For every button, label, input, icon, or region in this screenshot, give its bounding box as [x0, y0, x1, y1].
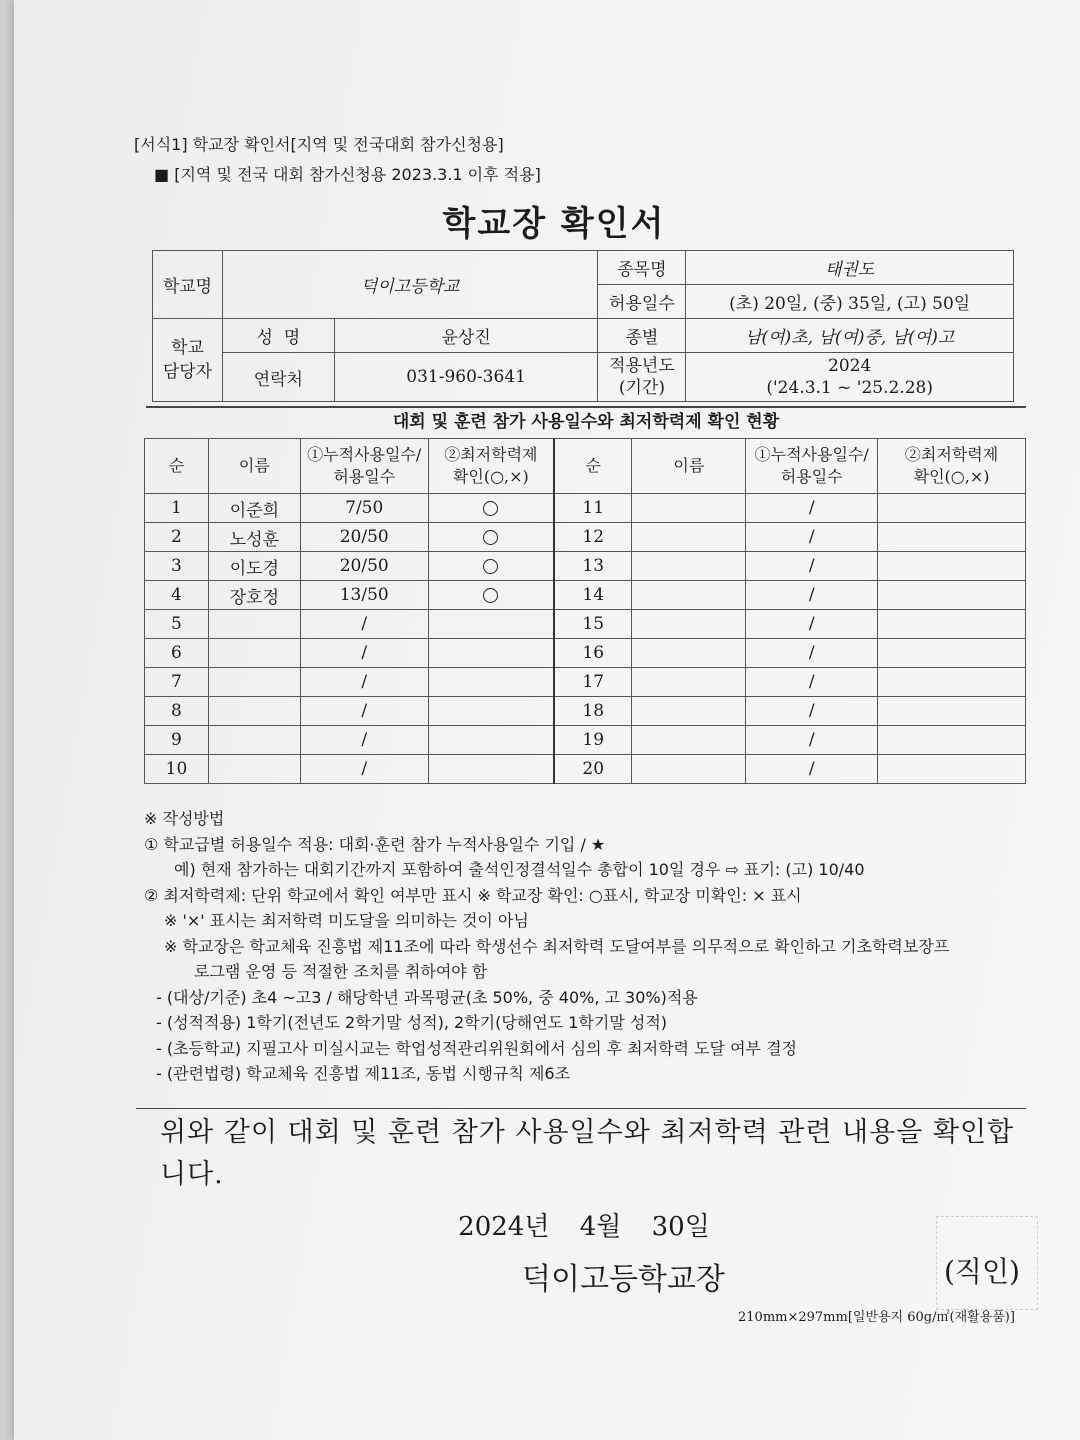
row-number: 14	[554, 581, 632, 610]
row-number: 12	[554, 523, 632, 552]
issue-date: 2024년 4월 30일	[458, 1212, 710, 1242]
note-2: ② 최저학력제: 단위 학교에서 확인 여부만 표시 ※ 학교장 확인: ○표시, 학교장 미확인: × 표시	[144, 885, 802, 905]
note-2-a: ※ '×' 표시는 최저학력 미도달을 의미하는 것이 아님	[164, 911, 529, 930]
confirm-mark	[428, 668, 554, 697]
student-name	[208, 755, 300, 784]
circle-mark-icon	[483, 501, 498, 516]
row-number: 17	[554, 668, 632, 697]
instructions	[144, 806, 1034, 1087]
row-number: 11	[554, 494, 632, 523]
table-row	[145, 639, 1026, 668]
student-name	[208, 610, 300, 639]
confirm-mark	[428, 639, 554, 668]
used-days: /	[300, 668, 428, 697]
col-header-days: ①누적사용일수/ 허용일수	[746, 439, 878, 494]
col-header-days: ①누적사용일수/ 허용일수	[300, 439, 428, 494]
confirm-mark	[878, 668, 1026, 697]
circle-mark-icon	[483, 530, 498, 545]
used-days: /	[746, 726, 878, 755]
row-number: 20	[554, 755, 632, 784]
confirm-mark	[428, 523, 554, 552]
form-subtitle: ■ [지역 및 전국 대회 참가신청용 2023.3.1 이후 적용]	[154, 165, 541, 184]
participation-table	[144, 438, 1026, 784]
row-number: 8	[145, 697, 209, 726]
confirm-mark	[428, 755, 554, 784]
year-label: 적용년도 (기간)	[598, 353, 686, 402]
student-name	[632, 552, 746, 581]
confirm-mark	[428, 552, 554, 581]
used-days: /	[300, 697, 428, 726]
student-name	[208, 668, 300, 697]
used-days: /	[746, 697, 878, 726]
contact-label: 연락처	[222, 353, 334, 402]
row-number: 2	[145, 523, 209, 552]
table-row	[145, 755, 1026, 784]
student-name: 장호정	[208, 581, 300, 610]
col-header-no: 순	[145, 439, 209, 494]
row-number: 3	[145, 552, 209, 581]
circle-mark-icon	[483, 559, 498, 574]
table-row	[145, 697, 1026, 726]
used-days: /	[746, 494, 878, 523]
student-name	[208, 639, 300, 668]
name-label: 성 명	[222, 319, 334, 353]
used-days: /	[746, 552, 878, 581]
col-header-no: 순	[554, 439, 632, 494]
manager-label: 학교 담당자	[153, 319, 223, 402]
category-label: 종별	[598, 319, 686, 353]
row-number: 18	[554, 697, 632, 726]
col-header-confirm: ②최저학력제 확인(○,×)	[878, 439, 1026, 494]
year-period: ('24.3.1 ~ '25.2.28)	[766, 378, 933, 398]
student-name	[632, 755, 746, 784]
confirm-mark	[878, 610, 1026, 639]
detail-1: - (대상/기준) 초4 ~고3 / 해당학년 과목평균(초 50%, 중 40%, 고 30%)적용	[156, 987, 698, 1007]
detail-4: - (관련법령) 학교체육 진흥법 제11조, 동법 시행규칙 제6조	[156, 1064, 571, 1083]
confirm-mark	[428, 726, 554, 755]
student-name	[208, 697, 300, 726]
used-days: 7/50	[300, 494, 428, 523]
year-cell	[686, 353, 1014, 402]
confirm-mark	[878, 494, 1026, 523]
sport-value: 태권도	[686, 251, 1014, 285]
paper-spec-footer: 210mm×297mm[일반용지 60g/㎡(재활용품)]	[738, 1310, 1015, 1325]
row-number: 16	[554, 639, 632, 668]
used-days: 20/50	[300, 523, 428, 552]
used-days: /	[300, 639, 428, 668]
row-number: 5	[145, 610, 209, 639]
seal-label: (직인)	[944, 1255, 1020, 1288]
used-days: /	[300, 610, 428, 639]
student-name	[632, 726, 746, 755]
col-header-confirm: ②최저학력제 확인(○,×)	[428, 439, 554, 494]
contact-value: 031-960-3641	[334, 353, 598, 402]
student-name	[632, 494, 746, 523]
used-days: /	[300, 755, 428, 784]
detail-3: - (초등학교) 지필고사 미실시교는 학업성적관리위원회에서 심의 후 최저학력 도달 여부 결정	[156, 1038, 797, 1058]
principal-title: 덕이고등학교장	[522, 1262, 725, 1297]
row-number: 15	[554, 610, 632, 639]
confirm-mark	[878, 726, 1026, 755]
table-row	[145, 494, 1026, 523]
student-name: 이도경	[208, 552, 300, 581]
confirm-mark	[878, 639, 1026, 668]
allowed-days-value: (초) 20일, (중) 35일, (고) 50일	[686, 285, 1014, 319]
row-number: 10	[145, 755, 209, 784]
confirm-mark	[428, 581, 554, 610]
category-value: 남(여)초, 남(여)중, 남(여)고	[686, 319, 1014, 353]
detail-2: - (성적적용) 1학기(전년도 2학기말 성적), 2학기(당해연도 1학기말 성적)	[156, 1013, 668, 1032]
student-name	[632, 581, 746, 610]
confirm-mark	[878, 697, 1026, 726]
used-days: 13/50	[300, 581, 428, 610]
student-name	[632, 668, 746, 697]
circle-mark-icon	[483, 588, 498, 603]
row-number: 7	[145, 668, 209, 697]
col-header-name: 이름	[208, 439, 300, 494]
confirm-mark	[878, 552, 1026, 581]
page-title: 학교장 확인서	[442, 204, 666, 244]
name-value: 윤상진	[334, 319, 598, 353]
note-1-example: 예) 현재 참가하는 대회기간까지 포함하여 출석인정결석일수 총합이 10일 경우 ⇨ 표기: (고) 10/40	[174, 860, 865, 879]
table-row	[145, 726, 1026, 755]
instructions-heading: ※ 작성방법	[144, 809, 225, 828]
confirm-mark	[878, 581, 1026, 610]
used-days: 20/50	[300, 552, 428, 581]
table-row	[145, 552, 1026, 581]
school-info-table	[152, 250, 1014, 402]
allowed-days-label: 허용일수	[598, 285, 686, 319]
confirm-mark	[428, 610, 554, 639]
used-days: /	[300, 726, 428, 755]
student-name	[632, 523, 746, 552]
used-days: /	[746, 755, 878, 784]
student-name: 노성훈	[208, 523, 300, 552]
note-2-b-continued: 로그램 운영 등 적절한 조치를 취하여야 함	[194, 962, 488, 981]
row-number: 19	[554, 726, 632, 755]
school-name-label: 학교명	[153, 251, 223, 319]
note-2-b: ※ 학교장은 학교체육 진흥법 제11조에 따라 학생선수 최저학력 도달여부를 의무적으로 확인하고 기초학력보장프	[164, 936, 950, 956]
student-name: 이준희	[208, 494, 300, 523]
student-name	[208, 726, 300, 755]
year-value: 2024	[828, 356, 872, 376]
table-row	[145, 581, 1026, 610]
table-row	[145, 523, 1026, 552]
note-1: ① 학교급별 허용일수 적용: 대회·훈련 참가 누적사용일수 기입 / ★	[144, 834, 606, 854]
student-name	[632, 639, 746, 668]
section-title: 대회 및 훈련 참가 사용일수와 최저학력제 확인 현황	[146, 406, 1026, 438]
row-number: 4	[145, 581, 209, 610]
student-name	[632, 697, 746, 726]
used-days: /	[746, 523, 878, 552]
confirm-mark	[878, 523, 1026, 552]
used-days: /	[746, 668, 878, 697]
document-page	[14, 0, 1080, 1440]
row-number: 1	[145, 494, 209, 523]
confirm-mark	[428, 697, 554, 726]
table-row	[145, 668, 1026, 697]
confirm-mark	[428, 494, 554, 523]
row-number: 9	[145, 726, 209, 755]
row-number: 13	[554, 552, 632, 581]
form-label: [서식1] 학교장 확인서[지역 및 전국대회 참가신청용]	[134, 135, 504, 154]
used-days: /	[746, 639, 878, 668]
sport-label: 종목명	[598, 251, 686, 285]
used-days: /	[746, 581, 878, 610]
confirm-mark	[878, 755, 1026, 784]
used-days: /	[746, 610, 878, 639]
student-name	[632, 610, 746, 639]
col-header-name: 이름	[632, 439, 746, 494]
school-name-value: 덕이고등학교	[222, 251, 598, 319]
divider	[136, 1108, 1026, 1109]
table-row	[145, 610, 1026, 639]
confirmation-text: 위와 같이 대회 및 훈련 참가 사용일수와 최저학력 관련 내용을 확인합니다.	[160, 1117, 1015, 1190]
row-number: 6	[145, 639, 209, 668]
